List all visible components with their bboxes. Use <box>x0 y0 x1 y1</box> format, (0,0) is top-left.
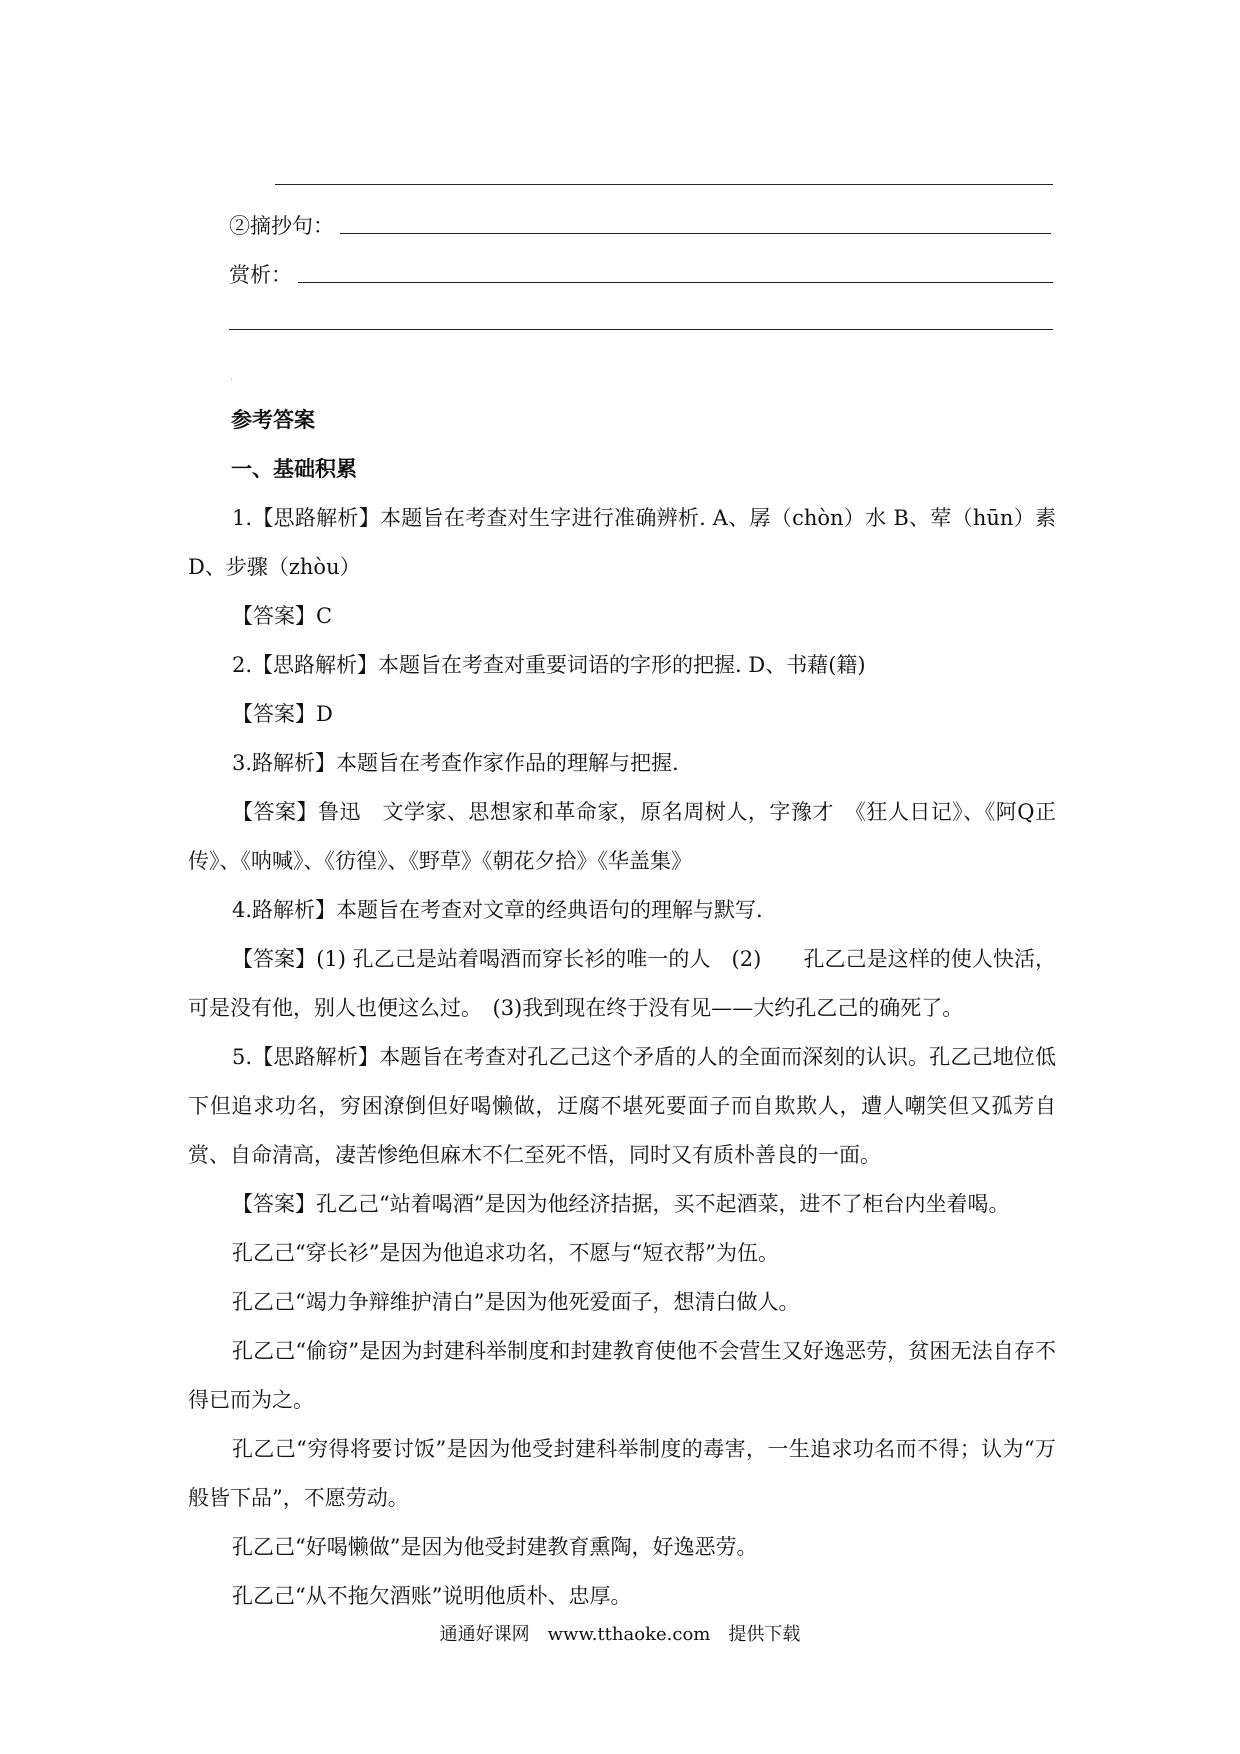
stray-mark: . <box>230 372 234 383</box>
excerpt-row <box>229 210 1051 240</box>
appreciation-label: 赏析： <box>229 263 292 287</box>
excerpt-label: ②摘抄句： <box>229 214 334 238</box>
answer-item-5-line-e: 孔乙己“穷得将要讨饭”是因为他受封建科举制度的毒害，一生追求功名而不得；认为“万般皆下品”，不愿劳动。 <box>188 1437 1056 1510</box>
appreciation-row <box>229 259 1053 289</box>
answer-item-5-analysis: 5.【思路解析】本题旨在考查对孔乙己这个矛盾的人的全面而深刻的认识。孔乙己地位低下但追求功名，穷困潦倒但好喝懒做，迂腐不堪死要面子而自欺欺人，遭人嘲笑但又孤芳自赏、自命清高，凄苦惨绝但麻木不仁至死不悟，同时又有质朴善良的一面。 <box>188 1045 1056 1167</box>
answer-item-1-analysis: 1.【思路解析】本题旨在考查对生字进行准确辨析. A、孱（chòn）水 B、荤（hūn）素 D、步骤（zhòu） <box>188 506 1056 579</box>
answer-key-title: 参考答案 <box>231 408 315 432</box>
blank-line-1 <box>275 184 1053 185</box>
excerpt-blank[interactable] <box>340 233 1051 234</box>
answer-item-3-analysis: 3.路解析】本题旨在考查作家作品的理解与把握. <box>232 751 679 775</box>
answer-item-2-answer: 【答案】D <box>232 702 333 726</box>
page-footer: 通通好课网 www.tthaoke.com 提供下载 <box>439 1624 801 1645</box>
answer-item-3-answer: 【答案】鲁迅 文学家、思想家和革命家，原名周树人，字豫才 《狂人日记》、《阿Q正传》、《呐喊》、《彷徨》、《野草》《朝花夕拾》《华盖集》 <box>188 800 1056 873</box>
answer-item-5-line-b: 孔乙己“穿长衫”是因为他追求功名，不愿与“短衣帮”为伍。 <box>232 1241 779 1265</box>
answer-item-5-line-f: 孔乙己“好喝懒做”是因为他受封建教育熏陶，好逸恶劳。 <box>232 1535 758 1559</box>
answer-item-5-line-d: 孔乙己“偷窃”是因为封建科举制度和封建教育使他不会营生又好逸恶劳，贫困无法自存不得已而为之。 <box>188 1339 1056 1412</box>
answer-item-4-analysis: 4.路解析】本题旨在考查对文章的经典语句的理解与默写. <box>232 898 763 922</box>
appreciation-blank[interactable] <box>298 282 1053 283</box>
blank-line-4 <box>229 329 1053 330</box>
answer-item-2-analysis: 2.【思路解析】本题旨在考查对重要词语的字形的把握. D、书藉(籍) <box>232 653 866 677</box>
answer-item-5-answer: 【答案】孔乙己“站着喝酒”是因为他经济拮据，买不起酒菜，进不了柜台内坐着喝。 <box>232 1192 1010 1216</box>
answer-item-5-line-c: 孔乙己“竭力争辩维护清白”是因为他死爱面子，想清白做人。 <box>232 1290 800 1314</box>
answer-item-1-answer: 【答案】C <box>232 604 333 628</box>
section-heading: 一、基础积累 <box>231 457 357 481</box>
answer-item-5-line-g: 孔乙己“从不拖欠酒账”说明他质朴、忠厚。 <box>232 1584 632 1608</box>
answer-item-4-answer: 【答案】(1) 孔乙己是站着喝酒而穿长衫的唯一的人 (2) 孔乙己是这样的使人快活，可是没有他，别人也便这么过。 (3)我到现在终于没有见——大约孔乙己的确死了。 <box>188 947 1056 1020</box>
